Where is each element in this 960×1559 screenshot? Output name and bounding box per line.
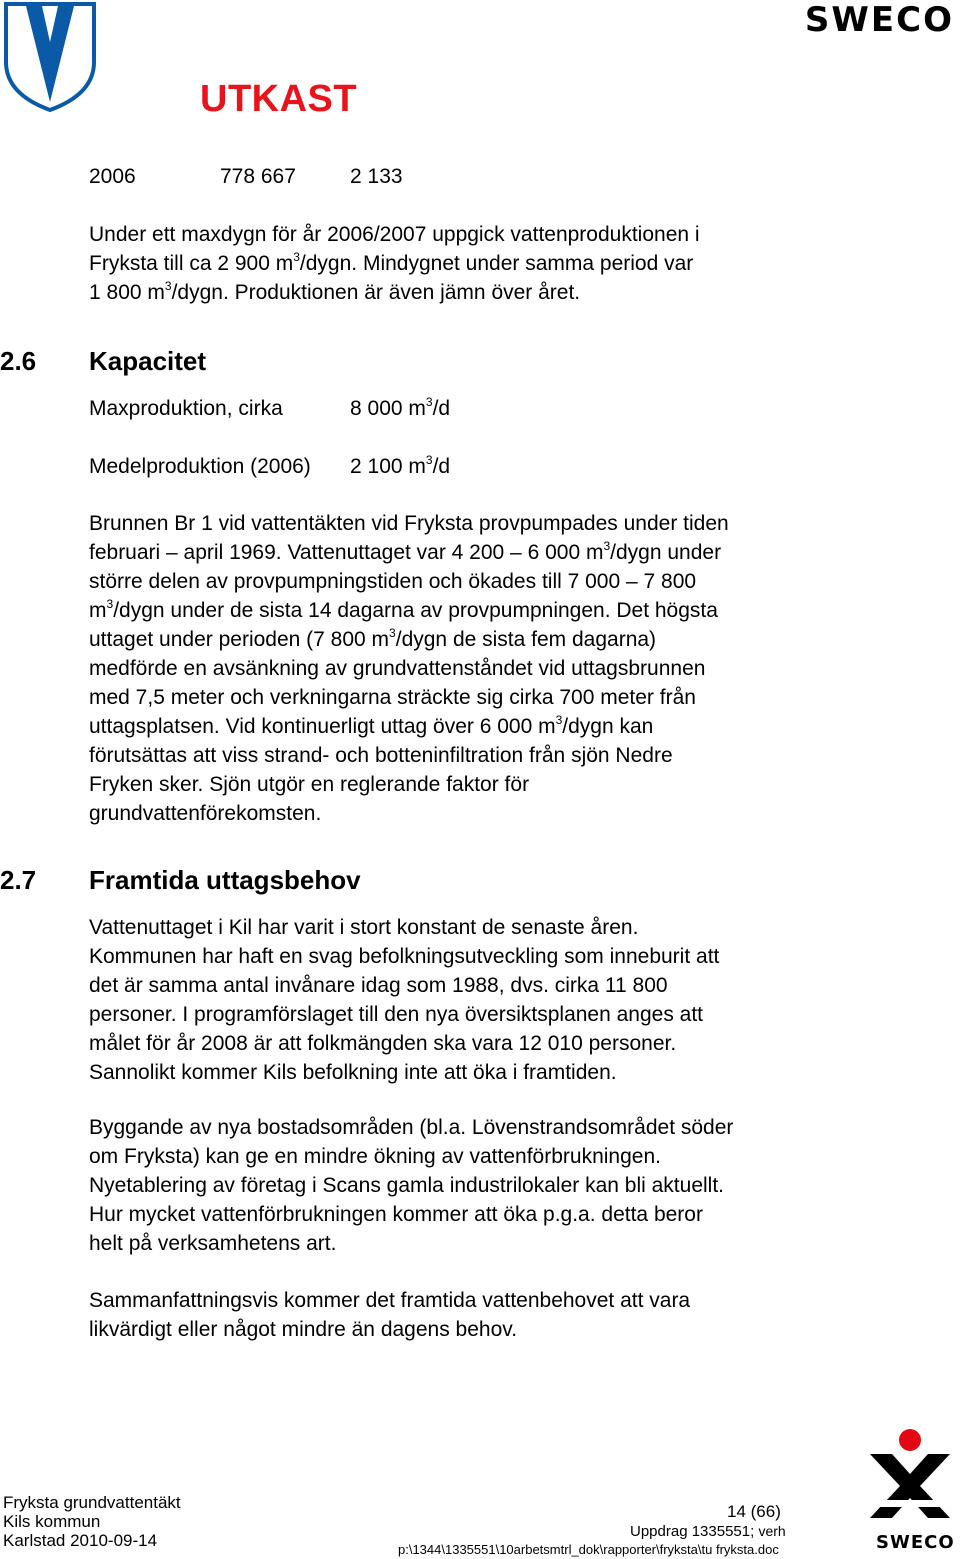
future-demand-paragraph-3: Sammanfattningsvis kommer det framtida vattenbehovet att vara likvärdigt eller något mindre än dagens behov. xyxy=(89,1289,691,1341)
footer-left xyxy=(3,1493,181,1550)
table-value-2: 2 133 xyxy=(350,165,403,188)
mean-production-label: Medelproduktion (2006) xyxy=(89,455,311,478)
section-2-7-number: 2.7 xyxy=(0,865,37,895)
sweco-brand-wordmark: SWECO xyxy=(804,0,954,40)
intro-line-2: Fryksta till ca 2 900 $m^3$/dygn. Mindygnet under samma period var xyxy=(89,250,694,275)
sweco-emblem-text: SWECO xyxy=(876,1532,955,1553)
max-production-label: Maxproduktion, cirka xyxy=(89,397,283,420)
draft-label: UTKAST xyxy=(200,78,358,120)
footer-page-number: 14 (66) xyxy=(727,1502,781,1521)
capacity-paragraph: Brunnen Br 1 vid vattentäkten vid Fryksta provpumpades under tiden februari – april 1969. Vattenuttaget var 4 200 – 6 000 $m^3$/dygn under större delen av provpumpningstiden och ökades till 7 000 – 7 800 $m^3$/dygn under de sista 14 dagarna av provpumpningen. Det högsta uttaget under perioden (7 800 $m^3$/dygn de sista fem dagarna) medförde en avsänkning av grundvattenståndet vid uttagsbrunnen med 7,5 meter och verkningarna sträckte sig cirka 700 meter från uttagsplatsen. Vid kontinuerligt uttag över 6 000 $m^3$/dygn kan förutsättas att viss strand- och botteninfiltration från sjön Nedre Fryken sker. Sjön utgör en reglerande faktor för grundvattenförekomsten. xyxy=(89,512,729,825)
section-2-6-number: 2.6 xyxy=(0,346,37,376)
max-production-value: 8 000 $m^3/d$ xyxy=(350,395,451,420)
section-2-7-title: Framtida uttagsbehov xyxy=(89,865,361,895)
footer-file-path: p:\1344\1335551\10arbetsmtrl_dok\rapporter\fryksta\tu fryksta.doc xyxy=(398,1542,779,1557)
future-demand-paragraph-2: Byggande av nya bostadsområden (bl.a. Lövenstrandsområdet söder om Fryksta) kan ge en mindre ökning av vattenförbrukningen. Nyetablering av företag i Scans gamla industrilokaler kan bli aktuellt. Hur mycket vattenförbrukningen kommer att öka p.g.a. detta beror helt på verksamhetens art. xyxy=(89,1116,734,1255)
footer-place-date: Karlstad 2010-09-14 xyxy=(3,1531,158,1550)
footer-report-title: Fryksta grundvattentäkt xyxy=(3,1493,181,1512)
footer-client: Kils kommun xyxy=(3,1512,101,1531)
municipality-shield-logo xyxy=(2,2,98,112)
intro-paragraph xyxy=(89,220,700,307)
intro-line-1: Under ett maxdygn för år 2006/2007 uppgick vattenproduktionen i xyxy=(89,223,700,246)
mean-production-value: 2 100 $m^3/d$ xyxy=(350,453,451,478)
sweco-emblem-logo xyxy=(862,1428,958,1524)
table-value-1: 778 667 xyxy=(220,165,296,188)
table-year: 2006 xyxy=(89,165,136,188)
section-2-6-title: Kapacitet xyxy=(89,346,207,376)
footer-assignment: Uppdrag 1335551; verh xyxy=(630,1523,786,1540)
intro-line-3: 1 800 $m^3$/dygn. Produktionen är även jämn över året. xyxy=(89,279,581,304)
future-demand-paragraph-1: Vattenuttaget i Kil har varit i stort konstant de senaste åren. Kommunen har haft en svag befolkningsutveckling som inneburit att det är samma antal invånare idag som 1988, dvs. cirka 11 800 personer. I programförslaget till den nya översiktsplanen anges att målet för år 2008 är att folkmängden ska vara 12 010 personer. Sannolikt kommer Kils befolkning inte att öka i framtiden. xyxy=(89,916,720,1084)
